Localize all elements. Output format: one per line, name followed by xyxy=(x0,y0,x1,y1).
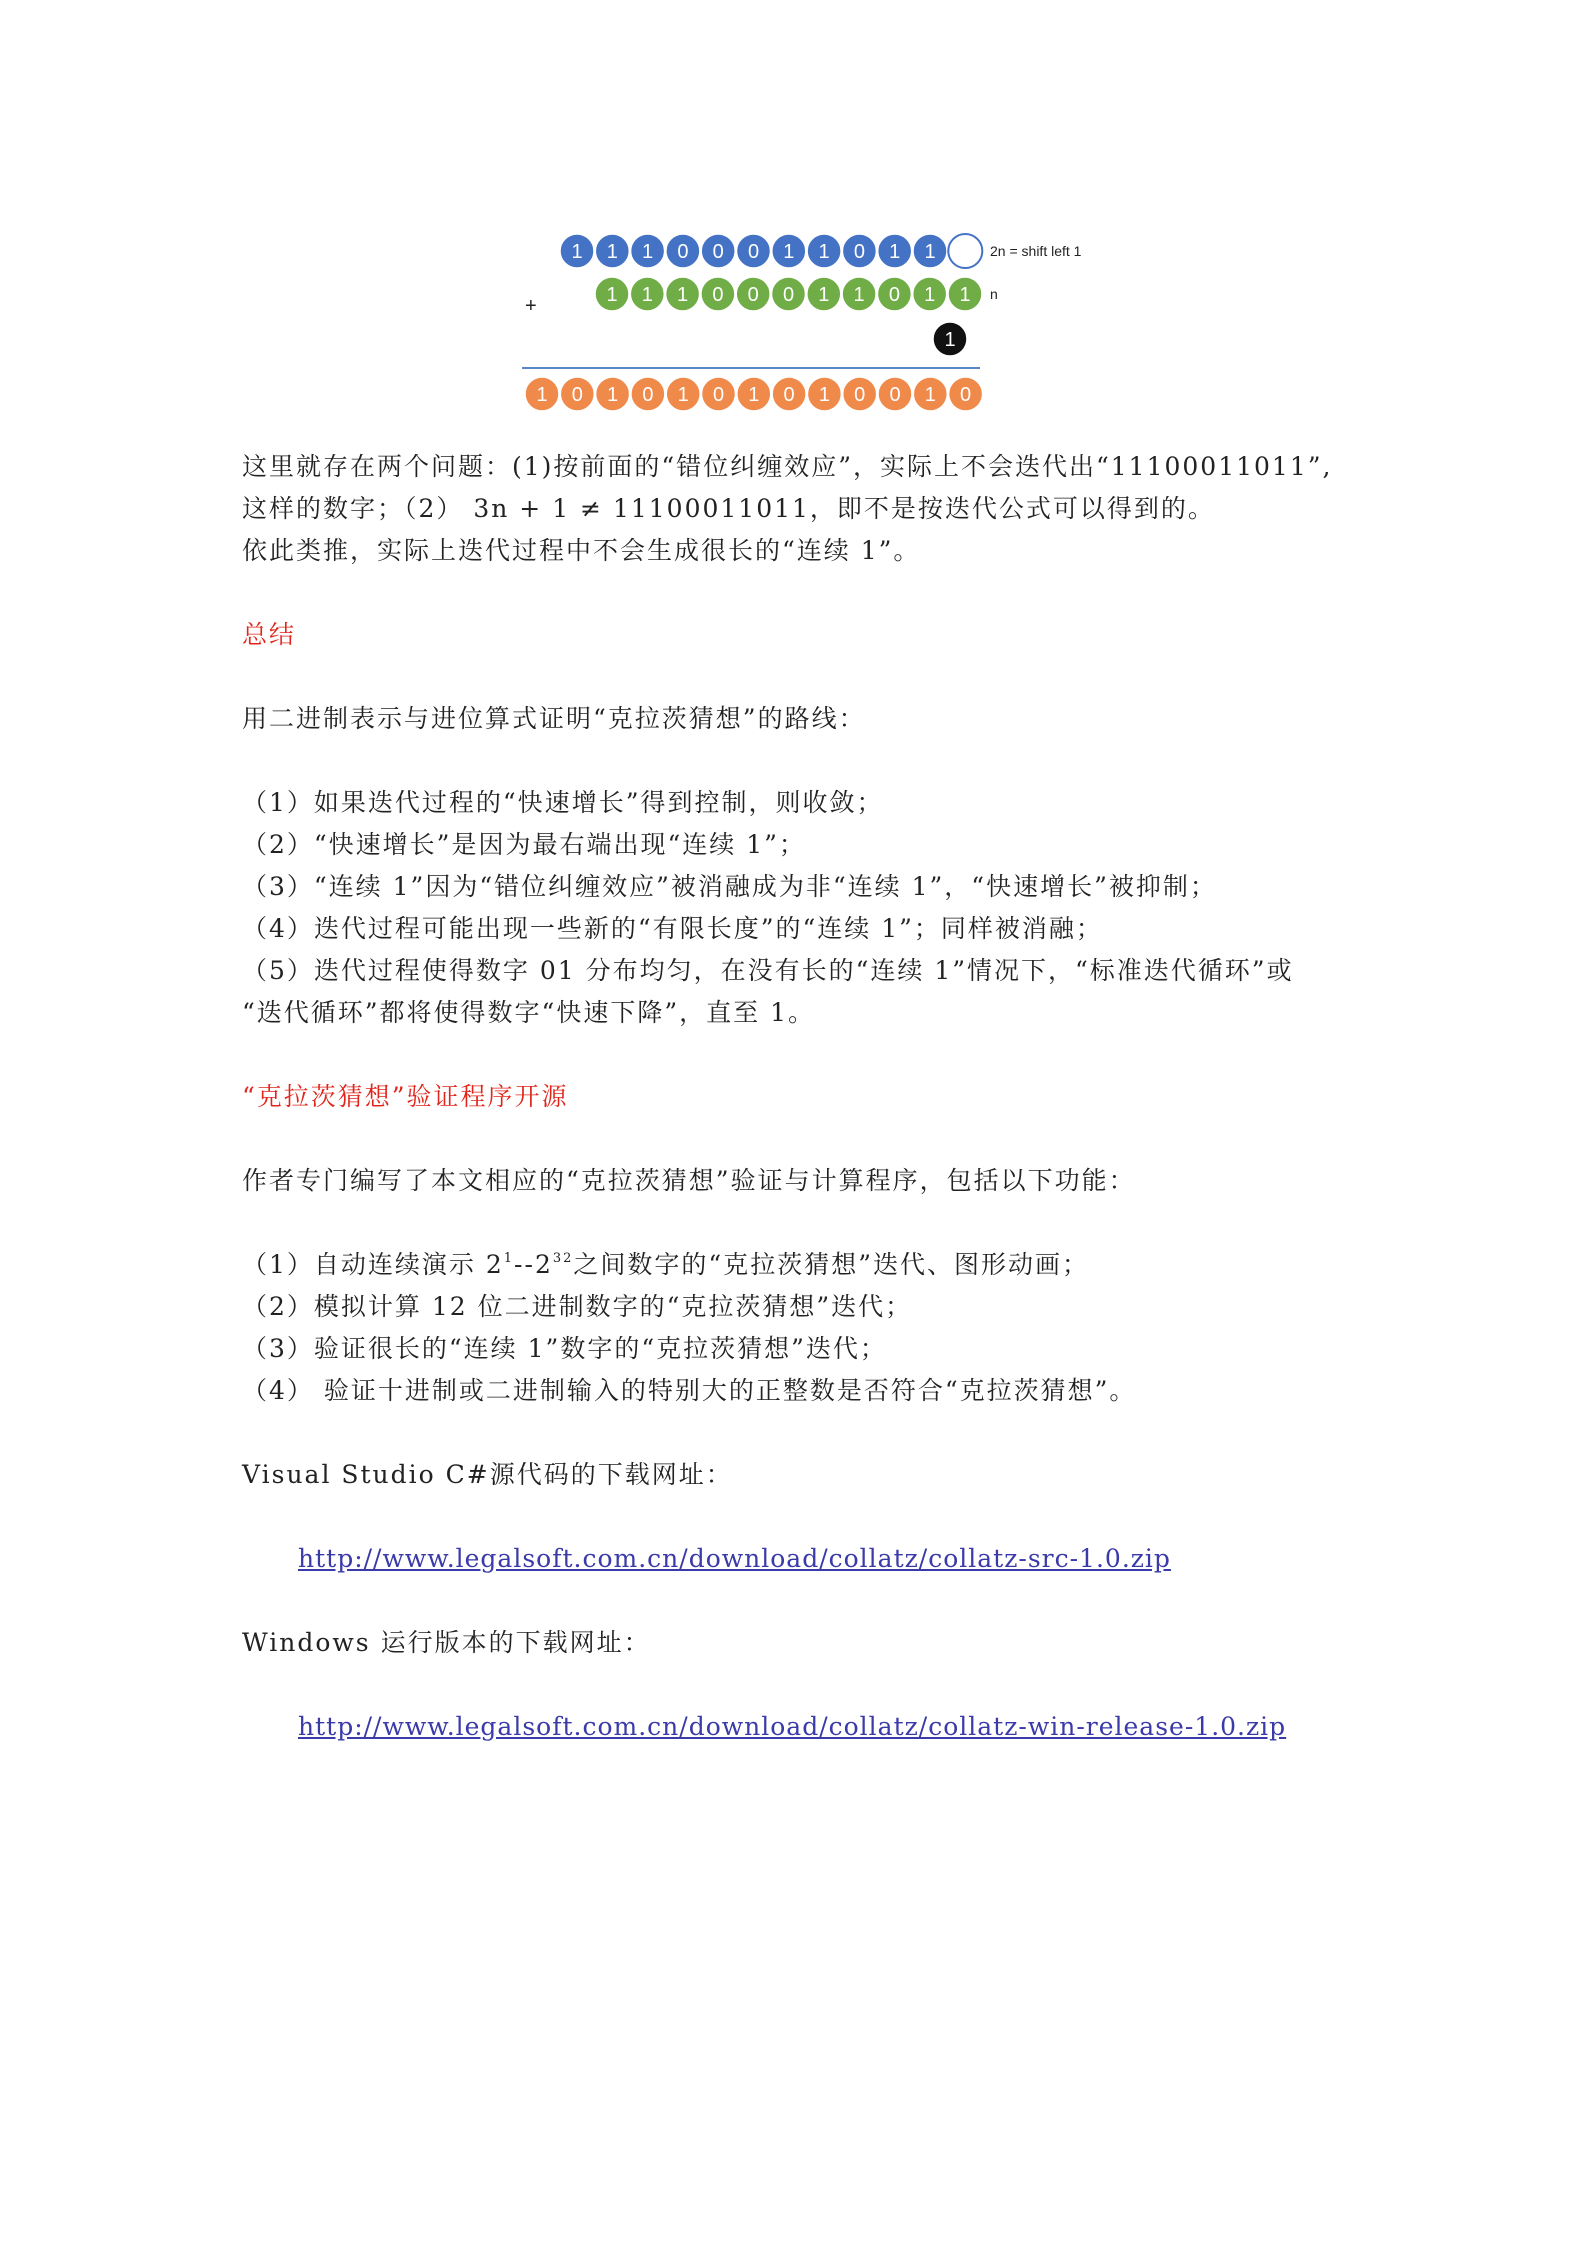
binary-addition-diagram xyxy=(0,0,1587,440)
windows-download-link[interactable]: http://www.legalsoft.com.cn/download/collatz/collatz-win-release-1.0.zip xyxy=(298,1712,1287,1741)
row-sum-bit-label: 1 xyxy=(818,384,830,406)
row-2n-bit-label: 0 xyxy=(747,241,760,263)
feature-1-exponent-1: 1 xyxy=(503,1251,515,1266)
row-n-bit-label: 1 xyxy=(677,284,689,306)
row-one xyxy=(933,322,967,356)
row-2n-bit-label: 1 xyxy=(818,241,830,263)
row-n xyxy=(595,277,982,311)
row-sum-bit-label: 1 xyxy=(748,384,760,406)
row-sum-bit-label: 0 xyxy=(889,384,901,406)
row-2n-bit-label: 0 xyxy=(677,241,689,263)
row-2n-bit-label: 1 xyxy=(606,241,618,263)
row-sum-bit-label: 1 xyxy=(924,384,936,406)
row-sum xyxy=(525,377,983,411)
row-n-bit-label: 1 xyxy=(853,284,865,306)
row-2n-shifted xyxy=(560,234,982,268)
row-sum-bit-label: 1 xyxy=(536,384,548,406)
row-sum-bit-label: 1 xyxy=(607,384,619,406)
route-item-4: （4）迭代过程可能出现一些新的“有限长度”的“连续 1”；同样被消融； xyxy=(242,914,1103,943)
row-sum-bit-label: 0 xyxy=(712,384,725,406)
row-n-bit-label: 0 xyxy=(888,284,900,306)
row-sum-bit-label: 1 xyxy=(677,384,689,406)
route-item-5-line-1: （5）迭代过程使得数字 01 分布均匀，在没有长的“连续 1”情况下，“标准迭代循环”或 xyxy=(242,956,1294,985)
para-problem-line-1: 这里就存在两个问题：(1)按前面的“错位纠缠效应”，实际上不会迭代出“11100011011”, xyxy=(242,452,1333,481)
route-item-5-line-2: “迭代循环”都将使得数字“快速下降”，直至 1。 xyxy=(242,998,815,1027)
row-n-bit-label: 0 xyxy=(712,284,724,306)
heading-open-source: “克拉茨猜想”验证程序开源 xyxy=(242,1082,569,1111)
row-n-bit-label: 1 xyxy=(924,284,936,306)
feature-1-prefix: （1）自动连续演示 2 xyxy=(242,1250,504,1279)
para-problem-line-2: 这样的数字；（2） 3n + 1 ≠ 11100011011，即不是按迭代公式可以得到的。 xyxy=(242,494,1215,523)
row-n-bit-label: 1 xyxy=(959,284,971,306)
row-n-bit-label: 0 xyxy=(747,284,759,306)
para-program-intro: 作者专门编写了本文相应的“克拉茨猜想”验证与计算程序，包括以下功能： xyxy=(242,1166,1136,1195)
feature-1-suffix: 之间数字的“克拉茨猜想”迭代、图形动画； xyxy=(573,1250,1089,1279)
feature-item-2: （2）模拟计算 12 位二进制数字的“克拉茨猜想”迭代； xyxy=(242,1292,913,1321)
row-2n-bit-label: 1 xyxy=(924,241,936,263)
para-problem-line-3: 依此类推，实际上迭代过程中不会生成很长的“连续 1”。 xyxy=(242,536,921,565)
row-2n-bit-label: 0 xyxy=(712,241,724,263)
feature-1-middle: --2 xyxy=(514,1250,553,1279)
row-sum-bit-label: 0 xyxy=(642,384,654,406)
para-route: 用二进制表示与进位算式证明“克拉茨猜想”的路线： xyxy=(242,704,866,733)
row-n-bit-label: 1 xyxy=(606,284,618,306)
row-n-bit-label: 1 xyxy=(818,284,830,306)
row-one-bit-label: 1 xyxy=(944,329,956,351)
row-sum-bit-label: 0 xyxy=(571,384,583,406)
route-item-1: （1）如果迭代过程的“快速增长”得到控制，则收敛； xyxy=(242,788,884,817)
row-2n-bit-label: 1 xyxy=(642,241,654,263)
feature-item-4: （4） 验证十进制或二进制输入的特别大的正整数是否符合“克拉茨猜想”。 xyxy=(242,1376,1137,1405)
route-item-2: （2）“快速增长”是因为最右端出现“连续 1”； xyxy=(242,830,806,859)
heading-summary: 总结 xyxy=(242,620,297,649)
source-download-label: Visual Studio C#源代码的下载网址： xyxy=(242,1460,733,1489)
source-download-link[interactable]: http://www.legalsoft.com.cn/download/collatz/collatz-src-1.0.zip xyxy=(298,1544,1171,1573)
row-2n-bit-label: 1 xyxy=(783,241,795,263)
label-n: n xyxy=(990,286,998,302)
row-sum-bit-label: 0 xyxy=(960,384,972,406)
row-n-bit-label: 1 xyxy=(641,284,653,306)
feature-item-1 xyxy=(242,1244,1089,1286)
feature-1-exponent-32: 32 xyxy=(552,1251,574,1266)
row-sum-bit-label: 0 xyxy=(783,384,795,406)
row-sum-bit-label: 0 xyxy=(854,384,866,406)
row-2n-bead xyxy=(948,234,982,268)
feature-item-3: （3）验证很长的“连续 1”数字的“克拉茨猜想”迭代； xyxy=(242,1334,887,1363)
row-2n-bit-label: 1 xyxy=(571,241,583,263)
row-n-bit-label: 0 xyxy=(782,284,795,306)
windows-download-label: Windows 运行版本的下载网址： xyxy=(242,1628,651,1657)
route-item-3: （3）“连续 1”因为“错位纠缠效应”被消融成为非“连续 1”，“快速增长”被抑制； xyxy=(242,872,1217,901)
label-2n-shift-left: 2n = shift left 1 xyxy=(990,243,1082,259)
row-2n-bit-label: 0 xyxy=(853,241,865,263)
plus-sign: + xyxy=(525,295,537,317)
row-2n-bit-label: 1 xyxy=(889,241,901,263)
